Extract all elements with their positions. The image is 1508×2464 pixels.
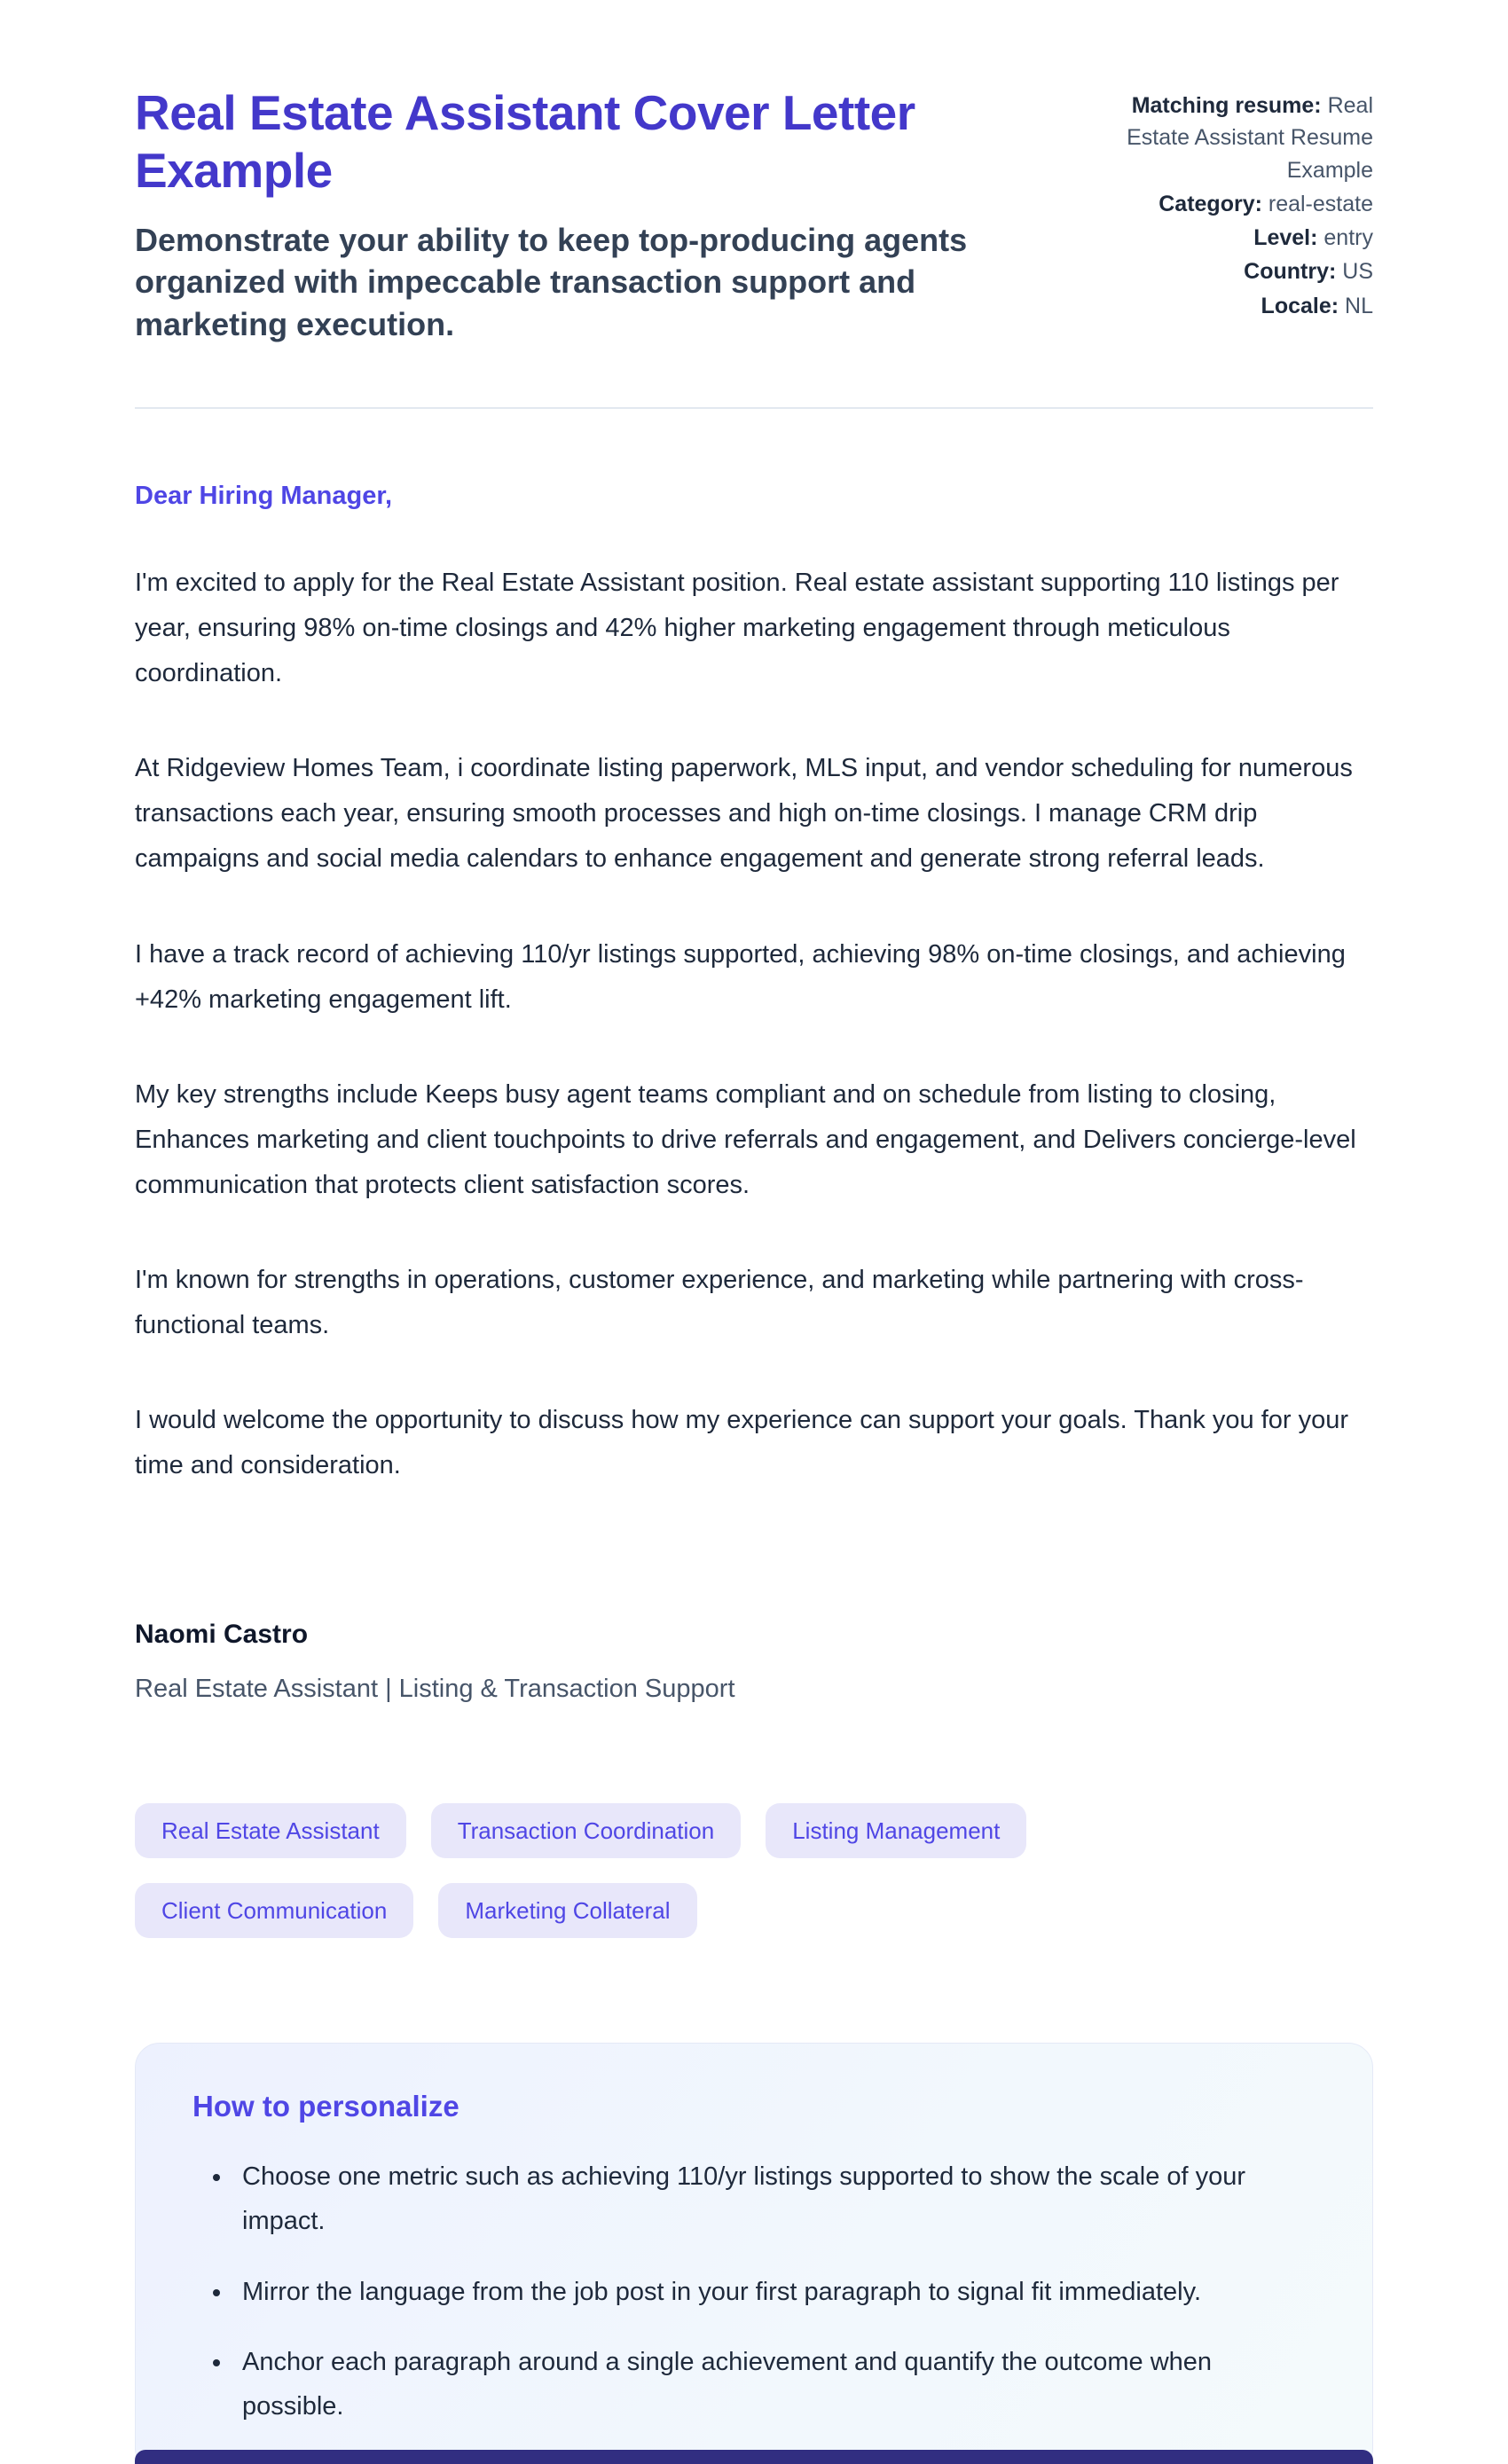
meta-country (1089, 255, 1373, 287)
meta-value: US (1342, 259, 1373, 285)
page-header (135, 84, 1373, 345)
tag-chip[interactable]: Client Communication (135, 1883, 413, 1938)
meta-category (1089, 188, 1373, 220)
tag-chip[interactable]: Marketing Collateral (438, 1883, 696, 1938)
signature-name: Naomi Castro (135, 1619, 309, 1649)
tag-chip[interactable]: Real Estate Assistant (135, 1803, 406, 1858)
meta-value: real-estate (1268, 191, 1373, 216)
signature-role: Real Estate Assistant | Listing & Transaction Support (135, 1674, 735, 1703)
meta-value: entry (1323, 225, 1373, 250)
meta-value: NL (1345, 293, 1373, 318)
letter-paragraph: My key strengths include Keeps busy agent teams compliant and on schedule from listing to closing, Enhances marketing and client touchpoints to drive referrals and engagement, and Delivers concierge-level communication that protects client satisfaction scores. (135, 1079, 1356, 1199)
page-title: Real Estate Assistant Cover Letter Example (135, 85, 915, 198)
header-text-block (135, 84, 1054, 345)
meta-label: Matching resume: (1131, 93, 1322, 118)
personalize-title: How to personalize (192, 2089, 459, 2123)
meta-label: Country: (1244, 259, 1337, 285)
meta-label: Category: (1158, 191, 1262, 216)
footer-bar (135, 2450, 1373, 2464)
letter-paragraph: I'm known for strengths in operations, customer experience, and marketing while partnering with cross-functional teams. (135, 1265, 1304, 1339)
letter-paragraph: At Ridgeview Homes Team, i coordinate listing paperwork, MLS input, and vendor scheduling for numerous transactions each year, ensuring smooth processes and high on-time closings. I manage CRM drip campaigns and social media calendars to enhance engagement and generate strong referral leads. (135, 754, 1353, 874)
meta-panel (1089, 84, 1373, 324)
greeting: Dear Hiring Manager, (135, 482, 393, 511)
personalize-item: • Choose one metric such as achieving 110/yr listings supported to show the scale of your impact. (233, 2155, 1316, 2244)
personalize-list (192, 2155, 1316, 2429)
meta-level (1089, 222, 1373, 254)
personalize-item: • Mirror the language from the job post in your first paragraph to signal fit immediately. (233, 2271, 1316, 2315)
letter-paragraph: I have a track record of achieving 110/yr listings supported, achieving 98% on-time closings, and achieving +42% marketing engagement lift. (135, 939, 1346, 1014)
tag-list (135, 1803, 1306, 1938)
letter-paragraph: I would welcome the opportunity to discuss how my experience can support your goals. Thank you for your time and consideration. (135, 1405, 1349, 1479)
personalize-item: • Anchor each paragraph around a single achievement and quantify the outcome when possible. (233, 2341, 1316, 2429)
personalize-box (135, 2043, 1373, 2464)
letter-body (135, 482, 1373, 1703)
meta-value: Real Estate Assistant Resume Example (1127, 93, 1373, 183)
tag-chip[interactable]: Transaction Coordination (431, 1803, 742, 1858)
meta-locale (1089, 290, 1373, 322)
page-subtitle: Demonstrate your ability to keep top-producing agents organized with impeccable transaction support and marketing execution. (135, 221, 968, 342)
meta-matching-resume (1089, 90, 1373, 186)
letter-paragraph: I'm excited to apply for the Real Estate Assistant position. Real estate assistant supporting 110 listings per year, ensuring 98% on-time closings and 42% higher marketing engagement through meticulous coordination. (135, 569, 1339, 688)
meta-label: Locale: (1261, 293, 1339, 318)
header-divider (135, 407, 1373, 409)
tag-chip[interactable]: Listing Management (766, 1803, 1026, 1858)
meta-label: Level: (1253, 225, 1318, 250)
